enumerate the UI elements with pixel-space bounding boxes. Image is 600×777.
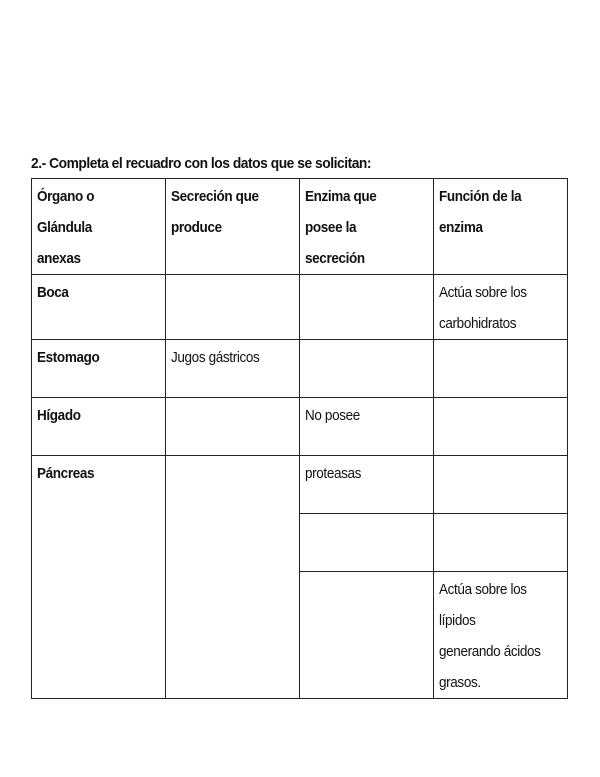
cell-organ-boca: Boca [32,275,166,340]
cell-function-boca: Actúa sobre los carbohidratos [434,275,568,340]
cell-organ-pancreas: Páncreas [32,456,166,699]
cell-secretion-boca[interactable] [166,275,300,340]
header-secretion: Secreción que produce [166,179,300,275]
header-organ: Órgano o Glándula anexas [32,179,166,275]
cell-enzyme-pancreas-3[interactable] [300,572,434,699]
table-row-pancreas-1 [32,456,568,514]
cell-organ-higado: Hígado [32,398,166,456]
table-row-boca [32,275,568,340]
header-enzyme: Enzima que posee la secreción [300,179,434,275]
cell-enzyme-estomago[interactable] [300,340,434,398]
cell-function-pancreas-1[interactable] [434,456,568,514]
cell-enzyme-boca[interactable] [300,275,434,340]
digestive-glands-table [31,178,568,699]
table-row-higado [32,398,568,456]
table-header-row [32,179,568,275]
cell-organ-estomago: Estomago [32,340,166,398]
exercise-heading: 2.- Completa el recuadro con los datos que se solicitan: [31,155,372,172]
header-function: Función de la enzima [434,179,568,275]
cell-function-higado[interactable] [434,398,568,456]
cell-function-pancreas-2[interactable] [434,514,568,572]
cell-secretion-higado[interactable] [166,398,300,456]
cell-enzyme-higado: No posee [300,398,434,456]
cell-secretion-pancreas[interactable] [166,456,300,699]
table-row-estomago [32,340,568,398]
cell-function-estomago[interactable] [434,340,568,398]
cell-enzyme-pancreas-1: proteasas [300,456,434,514]
cell-enzyme-pancreas-2[interactable] [300,514,434,572]
cell-function-pancreas-3: Actúa sobre los lípidos generando ácidos grasos. [434,572,568,699]
cell-secretion-estomago: Jugos gástricos [166,340,300,398]
